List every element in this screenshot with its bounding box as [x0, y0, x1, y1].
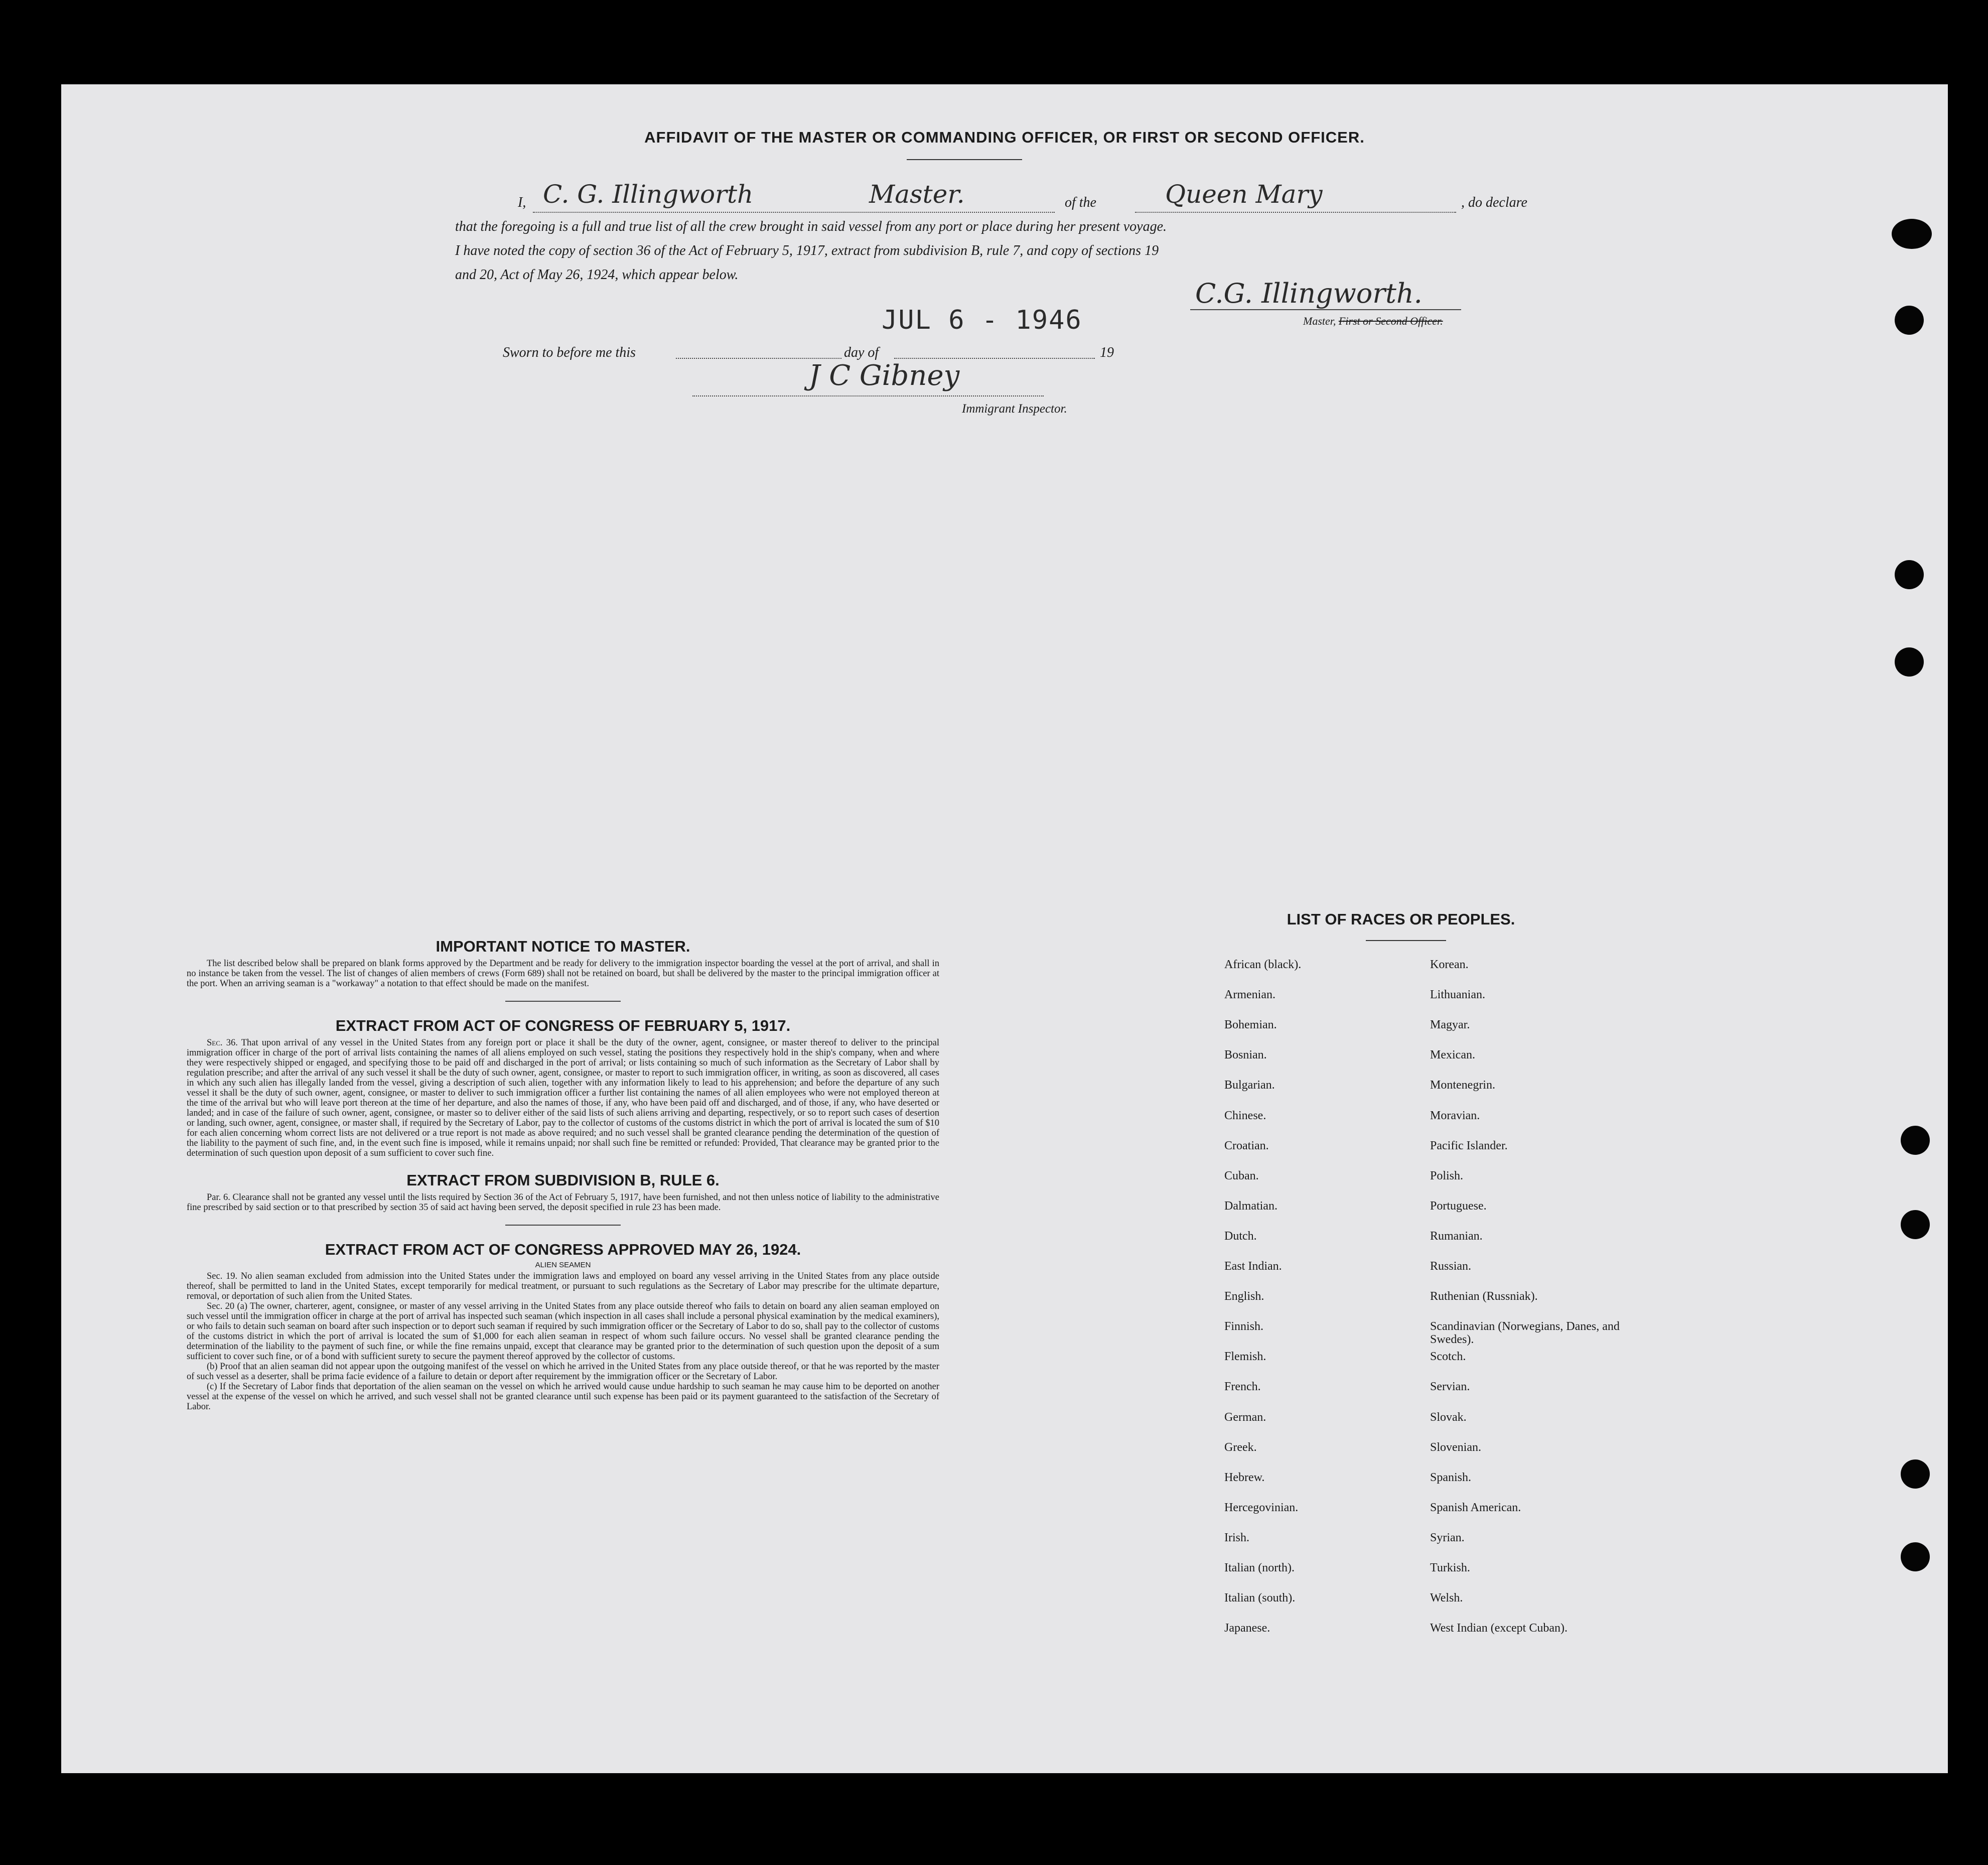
- race-item: Hebrew.: [1224, 1471, 1265, 1484]
- inspector-line: [692, 390, 1044, 396]
- race-item: Spanish.: [1430, 1471, 1472, 1484]
- do-declare-label: , do declare: [1461, 195, 1527, 210]
- race-item: African (black).: [1224, 958, 1302, 971]
- race-item: Polish.: [1430, 1169, 1464, 1182]
- race-item: Flemish.: [1224, 1350, 1266, 1364]
- race-item: Magyar.: [1430, 1018, 1470, 1032]
- race-item: Rumanian.: [1430, 1229, 1483, 1243]
- race-item: Scandinavian (Norwegians, Danes, and Swedes).: [1430, 1320, 1620, 1347]
- extract-1917-title: EXTRACT FROM ACT OF CONGRESS OF FEBRUARY 5, 1917.: [335, 1017, 791, 1034]
- vessel-name: Queen Mary: [1165, 180, 1323, 209]
- races-rule: [1366, 940, 1446, 941]
- race-item: Italian (south).: [1224, 1591, 1296, 1605]
- race-item: Finnish.: [1224, 1320, 1264, 1334]
- race-item: Russian.: [1430, 1260, 1472, 1273]
- race-item: French.: [1224, 1380, 1261, 1394]
- caption-struck: First or Second Officer.: [1338, 315, 1443, 327]
- master-rank: Master.: [869, 180, 965, 209]
- races-title: LIST OF RACES OR PEOPLES.: [1287, 910, 1515, 928]
- day-of-label: day of: [844, 345, 879, 360]
- inspector-caption: Immigrant Inspector.: [962, 402, 1067, 416]
- rule-6-text: Par. 6. Clearance shall not be granted any vessel until the lists required by Section 36 of the Act of February 5, 1917, have been furnished, and not then unless notice of liability to the administrative fine prescribed by said section or to that prescribed by section 35 of said act having been served, the deposit specified in rule 23 has been made.: [187, 1192, 939, 1213]
- race-item: West Indian (except Cuban).: [1430, 1622, 1568, 1635]
- race-item: Ruthenian (Russniak).: [1430, 1290, 1538, 1303]
- master-signature: C.G. Illingworth.: [1195, 278, 1423, 309]
- sec-36-text: That upon arrival of any vessel in the United States from any foreign port or place it shall be the duty of the owner, agent, consignee, or master thereof to deliver to the principal immigration officer in charge of the port of arrival lists containing the names of all aliens employed on such vessel, stating the positions they respectively hold in the ship's company, when and where they were respectively shipped or engaged, and specifying those to be paid off and discharged in the port of arrival; or lists containing so much of such information as the Secretary of Labor shall by regulation prescribe; and after the arrival of any such vessel it shall be the duty of such owner, agent, consignee, or master to report to such immigration officer, in writing, as soon as discovered, all cases in which any such alien has illegally landed from the vessel, giving a description of such alien, together with any information likely to lead to his apprehension; and before the departure of any such vessel it shall be the duty of such owner, agent, consignee, or master to deliver to such immigration officer a further list containing the names of all alien employees who were not employed thereon at the time of the arrival but who will leave port thereon at the time of her departure, and also the names of those, if any, who have been paid off and discharged, and of those, if any, who have deserted or landed; and in case of the failure of such owner, agent, consignee, or master so to deliver either of the said lists of such aliens arriving and departing, respectively, or so to report such cases of desertion or landing, such owner, agent, consignee, or master shall, if required by the Secretary of Labor, pay to the collector of customs of the customs district in which the port of arrival is located the sum of $10 for each alien concerning whom correct lists are not delivered or a true report is not made as above required; and no such vessel shall be granted clearance pending the determination of the question of the liability to the payment of such fine, and, in the event such fine is imposed, while it remains unpaid; nor shall such fine be remitted or refunded: Provided, That clearance may be granted prior to the determination of such question upon deposit of a sum sufficient to cover such fine.: [187, 1038, 939, 1158]
- race-item: Irish.: [1224, 1531, 1249, 1544]
- race-item: Bohemian.: [1224, 1018, 1277, 1032]
- punch-hole: [1895, 560, 1924, 589]
- race-item: Pacific Islander.: [1430, 1139, 1508, 1152]
- punch-hole: [1895, 647, 1924, 677]
- race-item: Welsh.: [1430, 1591, 1463, 1605]
- i-label: I,: [518, 195, 526, 210]
- race-item: Spanish American.: [1430, 1501, 1521, 1514]
- race-item: Dalmatian.: [1224, 1199, 1277, 1213]
- race-item: Montenegrin.: [1430, 1079, 1495, 1092]
- extract-1917-text: [187, 1038, 939, 1158]
- race-item: English.: [1224, 1290, 1264, 1303]
- divider-1: [505, 1001, 621, 1002]
- race-item: German.: [1224, 1410, 1266, 1424]
- race-item: Mexican.: [1430, 1048, 1475, 1062]
- sec-20b-text: (b) Proof that an alien seaman did not appear upon the outgoing manifest of the vessel on which he arrived in the United States from any place outside thereof, or that he was reported by the master of such vessel as a deserter, shall be prima facie evidence of a failure to detain or deport after requirement by the immigration officer or the Secretary of Labor.: [187, 1362, 939, 1382]
- race-item: Lithuanian.: [1430, 988, 1485, 1002]
- race-item: Chinese.: [1224, 1109, 1266, 1122]
- race-item: Syrian.: [1430, 1531, 1465, 1544]
- race-item: Dutch.: [1224, 1229, 1257, 1243]
- sworn-label: Sworn to before me this: [503, 345, 636, 360]
- caption-master: Master,: [1303, 315, 1336, 327]
- day-line: [676, 353, 841, 359]
- race-item: Bosnian.: [1224, 1048, 1267, 1062]
- affidavit-line-3: I have noted the copy of section 36 of the Act of February 5, 1917, extract from subdivision B, rule 7, and copy of sections 19: [455, 243, 1159, 258]
- race-item: Slovenian.: [1430, 1440, 1481, 1454]
- punch-hole: [1901, 1542, 1930, 1571]
- alien-seamen-subtitle: ALIEN SEAMEN: [535, 1261, 591, 1269]
- signature-caption: [1303, 315, 1443, 328]
- race-item: Moravian.: [1430, 1109, 1480, 1122]
- race-item: Cuban.: [1224, 1169, 1259, 1182]
- divider-2: [505, 1225, 621, 1226]
- race-item: Italian (north).: [1224, 1561, 1295, 1574]
- master-name: C. G. Illingworth: [543, 180, 754, 209]
- race-item: Armenian.: [1224, 988, 1275, 1002]
- race-item: Turkish.: [1430, 1561, 1470, 1574]
- month-line: [894, 353, 1095, 359]
- sec-20c-text: (c) If the Secretary of Labor finds that deportation of the alien seaman on the vessel on which he arrived would cause undue hardship to such seaman he may cause him to be deported on another vessel at the expense of the vessel on which he arrived, and such vessel shall not be granted clearance until such expense has been paid or its payment guaranteed to the satisfaction of the Secretary of Labor.: [187, 1382, 939, 1412]
- notice-text: The list described below shall be prepared on blank forms approved by the Department and be ready for delivery to the immigration inspector boarding the vessel at the port of arrival, and shall in no instance be taken from the vessel. The list of changes of alien members of crews (Form 689) shall not be retained on board, but shall be delivered by the master to the principal immigration officer at the port. When an arriving seaman is a "workaway" a notation to that effect should be made on the manifest.: [187, 959, 939, 989]
- race-item: Japanese.: [1224, 1622, 1270, 1635]
- punch-hole: [1901, 1459, 1930, 1489]
- punch-hole: [1892, 219, 1932, 249]
- inspector-signature: J C Gibney: [809, 359, 960, 392]
- sec-36-label: Sec. 36.: [207, 1038, 238, 1048]
- race-item: Servian.: [1430, 1380, 1470, 1394]
- year-label: 19: [1100, 345, 1114, 360]
- punch-hole: [1901, 1210, 1930, 1239]
- of-the-label: of the: [1065, 195, 1096, 210]
- rule-6-title: EXTRACT FROM SUBDIVISION B, RULE 6.: [406, 1171, 720, 1189]
- notices-column: [187, 938, 939, 1412]
- affidavit-line-2: that the foregoing is a full and true list of all the crew brought in said vessel from any port or place during her present voyage.: [455, 219, 1167, 234]
- affidavit-line-4: and 20, Act of May 26, 1924, which appear below.: [455, 267, 739, 283]
- sec-20a-text: Sec. 20 (a) The owner, charterer, agent, consignee, or master of any vessel arriving in the United States from any place outside thereof who fails to detain on board any alien seaman employed on such vessel until the immigration officer in charge at the port of arrival has inspected such seaman (which inspection in all cases shall include a personal physical examination by the medical examiners), or who fails to detain such seaman on board after such inspection or to deport such seaman if required by such immigration officer or the Secretary of Labor to do so, shall pay to the collector of customs of the customs district in which the port of arrival is located the sum of $1,000 for each alien seaman in respect of whom such failure occurs. No vessel shall be granted clearance pending the determination of the liability to the payment of such fine, or while the fine remains unpaid, except that clearance may be granted prior to the determination of such question upon the deposit of a sum sufficient to cover such fine, or of a bond with sufficient surety to secure the payment thereof approved by the collector of customs.: [187, 1301, 939, 1362]
- race-item: Croatian.: [1224, 1139, 1269, 1152]
- document-page: [61, 84, 1948, 1773]
- race-item: Slovak.: [1430, 1410, 1467, 1424]
- race-item: Korean.: [1430, 958, 1469, 971]
- date-stamp: JUL 6 - 1946: [882, 305, 1082, 335]
- signature-line: [1190, 309, 1461, 310]
- notice-title: IMPORTANT NOTICE TO MASTER.: [436, 938, 690, 955]
- extract-1924-title: EXTRACT FROM ACT OF CONGRESS APPROVED MAY 26, 1924.: [325, 1241, 801, 1258]
- title-rule: [907, 159, 1022, 160]
- race-item: Bulgarian.: [1224, 1079, 1275, 1092]
- race-item: Scotch.: [1430, 1350, 1466, 1364]
- affidavit-title: AFFIDAVIT OF THE MASTER OR COMMANDING OFFICER, OR FIRST OR SECOND OFFICER.: [644, 128, 1365, 146]
- sec-19-text: Sec. 19. No alien seaman excluded from admission into the United States under the immigration laws and employed on board any vessel arriving in the United States from any place outside thereof, shall be permitted to land in the United States, except temporarily for medical treatment, or pursuant to such regulations as the Secretary of Labor may prescribe for the ultimate departure, removal, or deportation of such alien from the United States.: [187, 1271, 939, 1301]
- punch-hole: [1895, 306, 1924, 335]
- race-item: Portuguese.: [1430, 1199, 1487, 1213]
- race-item: East Indian.: [1224, 1260, 1282, 1273]
- punch-hole: [1901, 1126, 1930, 1155]
- race-item: Hercegovinian.: [1224, 1501, 1299, 1514]
- race-item: Greek.: [1224, 1440, 1257, 1454]
